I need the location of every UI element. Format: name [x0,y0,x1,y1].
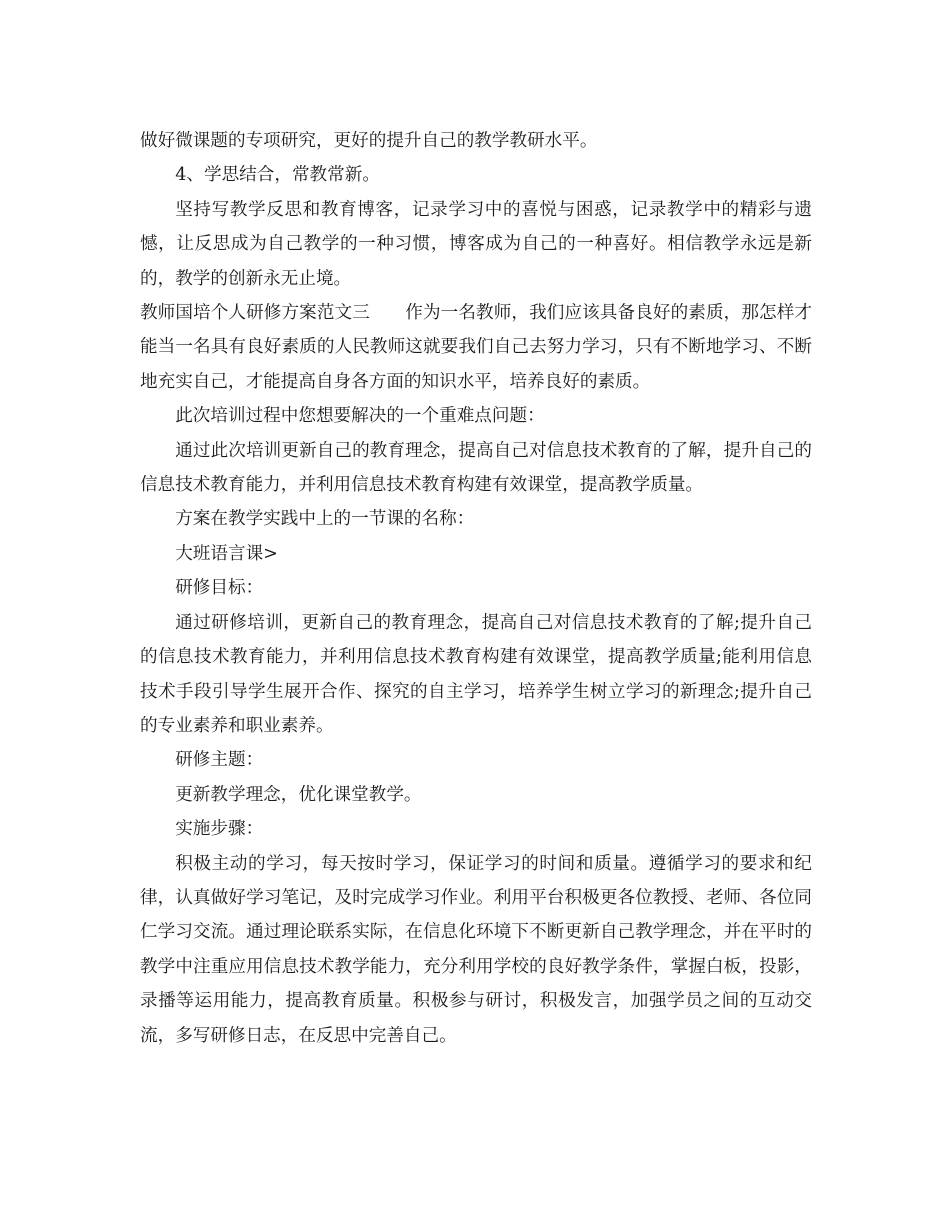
paragraph-theme-body: 更新教学理念，优化课堂教学。 [175,784,422,805]
paragraph-theme-label: 研修主题： [175,750,264,771]
paragraph-steps-body: 积极主动的学习，每天按时学习，保证学习的时间和质量。遵循学习的要求和纪律，认真做好学习笔记，及时完成学习作业。利用平台积极更各位教授、老师、各位同仁学习交流。通过理论联系实际，在信息化环境下不断更新自己教学理念，并在平时的教学中注重应用信息技术教学能力，充分利用学校的良好教学条件，掌握白板，投影，录播等运用能力，提高教育质量。积极参与研讨，积极发言，加强学员之间的互动交流，多写研修日志，在反思中完善自己。 [140,853,812,1046]
document-body [140,124,812,1053]
paragraph-plan-three-intro: 教师国培个人研修方案范文三 作为一名教师，我们应该具备良好的素质，那怎样才能当一名具有良好素质的人民教师这就要我们自己去努力学习，只有不断地学习、不断地充实自己，才能提高自身各方面的知识水平，培养良好的素质。 [140,303,812,392]
paragraph-steps-label: 实施步骤： [175,819,264,840]
paragraph-key-problem-label: 此次培训过程中您想要解决的一个重难点问题： [175,406,545,427]
paragraph-research-continuation: 做好微课题的专项研究，更好的提升自己的教学教研水平。 [140,131,598,151]
paragraph-goals-label: 研修目标： [175,578,264,599]
paragraph-goals-body: 通过研修培训，更新自己的教育理念，提高自己对信息技术教育的了解;提升自己的信息技术教育能力，并利用信息技术教育构建有效课堂，提高教学质量;能利用信息技术手段引导学生展开合作、探究的自主学习，培养学生树立学习的新理念;提升自己的专业素养和职业素养。 [140,612,812,736]
paragraph-lesson-name: 大班语言课> [175,543,278,564]
paragraph-reflection-blog: 坚持写教学反思和教育博客，记录学习中的喜悦与困惑，记录教学中的精彩与遗憾，让反思成为自己教学的一种习惯，博客成为自己的一种喜好。相信教学永远是新的，教学的创新永无止境。 [140,199,812,289]
paragraph-lesson-name-label: 方案在教学实践中上的一节课的名称： [175,509,475,530]
paragraph-heading-learn-think: 4、学思结合，常教常新。 [175,165,380,186]
paragraph-key-problem-answer: 通过此次培训更新自己的教育理念，提高自己对信息技术教育的了解，提升自己的信息技术教育能力，并利用信息技术教育构建有效课堂，提高教学质量。 [140,440,812,496]
